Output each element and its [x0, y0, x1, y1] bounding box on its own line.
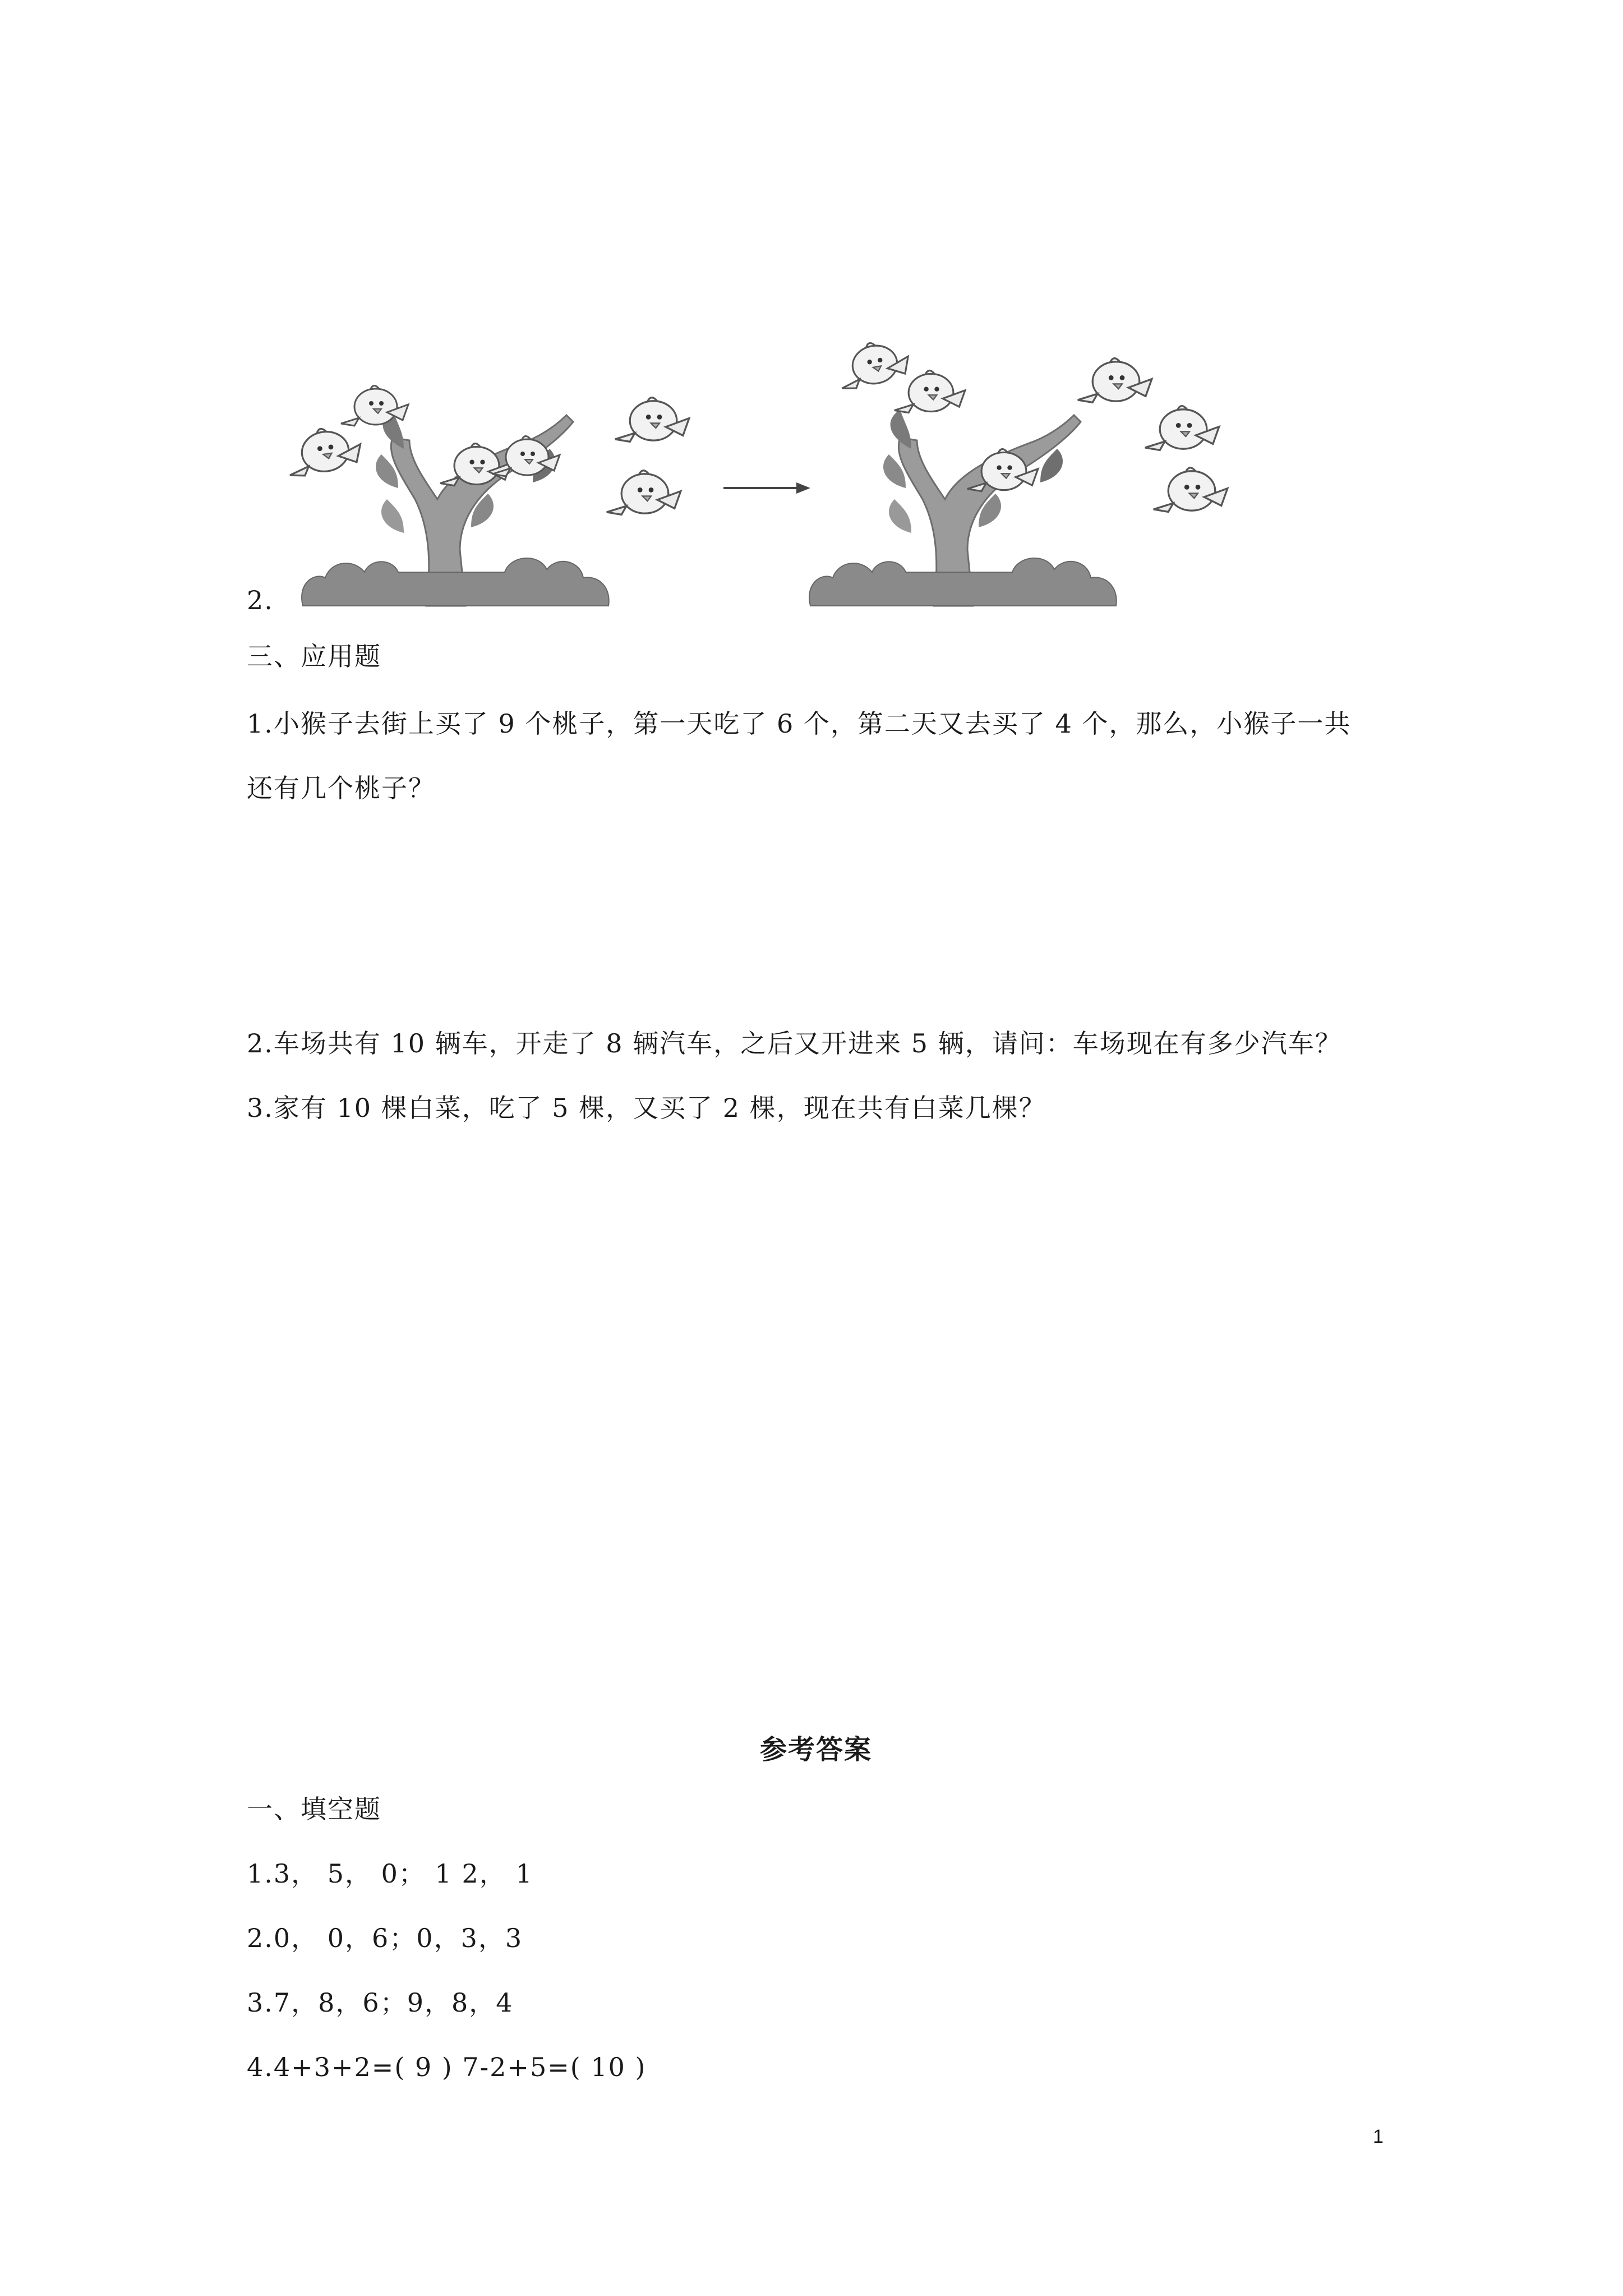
answer-2: 2.0， 0，6；0，3，3	[247, 1923, 523, 1953]
answers-section1-title: 一、填空题	[247, 1794, 381, 1824]
question-2: 2.车场共有 10 辆车，开走了 8 辆汽车，之后又开进来 5 辆，请问：车场现在有多少汽车？	[247, 1028, 1342, 1059]
flying-bird-icon	[615, 398, 689, 442]
question-3: 3.家有 10 棵白菜，吃了 5 棵，又买了 2 棵，现在共有白菜几棵？	[247, 1093, 1046, 1123]
answer-3: 3.7，8，6；9，8，4	[247, 1987, 514, 2018]
figure-label: 2.	[247, 585, 274, 615]
answers-title: 参考答案	[760, 1734, 873, 1765]
flying-bird-icon	[1154, 468, 1228, 512]
question-1-line-1: 1.小猴子去街上买了 9 个桃子，第一天吃了 6 个，第二天又去买了 4 个，那么，小猴子一共	[247, 708, 1352, 739]
flying-bird-icon	[1078, 358, 1152, 403]
arrow-right-icon	[723, 482, 810, 494]
answer-4: 4.4+3+2=( 9 ) 7-2+5=( 10 )	[247, 2052, 647, 2082]
flying-bird-icon	[341, 385, 408, 426]
page-number: 1	[1373, 2126, 1384, 2147]
flying-bird-icon	[895, 371, 965, 413]
right-scene	[809, 337, 1228, 606]
flying-bird-icon	[607, 471, 681, 515]
question-1-line-2: 还有几个桃子？	[247, 773, 435, 803]
flying-bird-icon	[284, 424, 364, 477]
flying-bird-icon	[835, 337, 912, 391]
tree-birds-illustration	[0, 0, 1623, 645]
flying-bird-icon	[1145, 406, 1219, 450]
left-scene	[284, 385, 689, 606]
answer-1: 1.3， 5， 0； 1 2， 1	[247, 1858, 533, 1889]
section3-title: 三、应用题	[247, 641, 381, 671]
